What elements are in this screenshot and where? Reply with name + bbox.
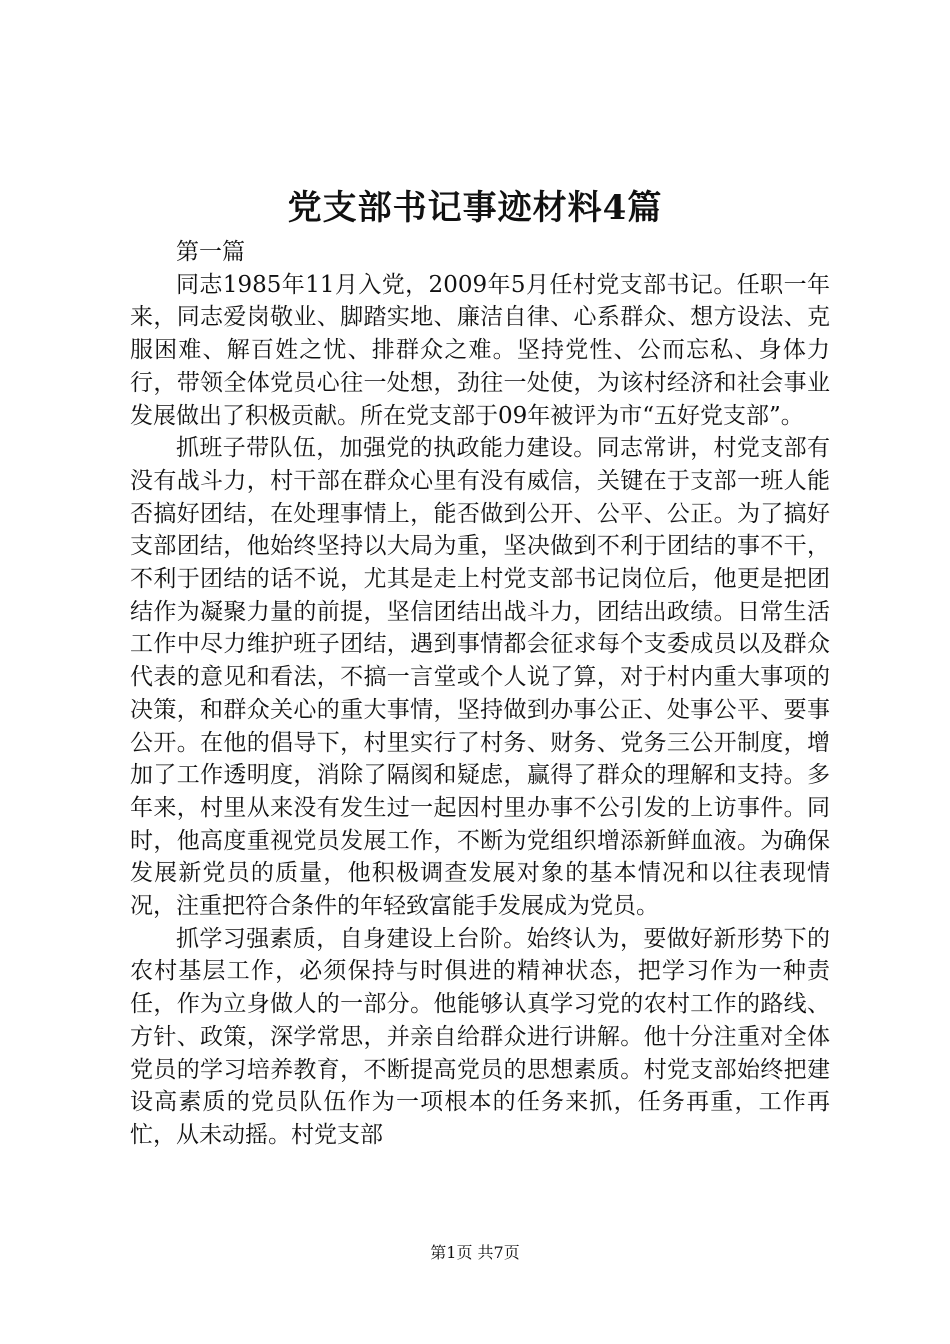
document-title: 党支部书记事迹材料4篇 xyxy=(287,188,663,228)
paragraph: 抓班子带队伍，加强党的执政能力建设。同志常讲，村党支部有没有战斗力，村干部在群众心里有没有威信，关键在于支部一班人能否搞好团结，在处理事情上，能否做到公开、公平、公正。为了搞好支部团结，他始终坚持以大局为重，坚决做到不利于团结的事不干，不利于团结的话不说，尤其是走上村党支部书记岗位后，他更是把团结作为凝聚力量的前提，坚信团结出战斗力，团结出政绩。日常生活工作中尽力维护班子团结，遇到事情都会征求每个支委成员以及群众代表的意见和看法，不搞一言堂或个人说了算，对于村内重大事项的决策，和群众关心的重大事情，坚持做到办事公正、处事公平、要事公开。在他的倡导下，村里实行了村务、财务、党务三公开制度，增加了工作透明度，消除了隔阂和疑虑，赢得了群众的理解和支持。多年来，村里从来没有发生过一起因村里办事不公引发的上访事件。同时，他高度重视党员发展工作，不断为党组织增添新鲜血液。为确保发展新党员的质量，他积极调查发展对象的基本情况和以往表现情况，注重把符合条件的年轻致富能手发展成为党员。 xyxy=(130,435,830,920)
paragraph: 抓学习强素质，自身建设上台阶。始终认为，要做好新形势下的农村基层工作，必须保持与时俱进的精神状态，把学习作为一种责任，作为立身做人的一部分。他能够认真学习党的农村工作的路线、方针、政策，深学常思，并亲自给群众进行讲解。他十分注重对全体党员的学习培养教育，不断提高党员的思想素质。村党支部始终把建设高素质的党员队伍作为一项根本的任务来抓，任务再重，工作再忙，从未动摇。村党支部 xyxy=(130,925,830,1148)
page-footer: 第1页 共7页 xyxy=(430,1243,520,1262)
paragraph: 同志1985年11月入党，2009年5月任村党支部书记。任职一年来，同志爱岗敬业、脚踏实地、廉洁自律、心系群众、想方设法、克服困难、解百姓之忧、排群众之难。坚持党性、公而忘私、身体力行，带领全体党员心往一处想，劲往一处使，为该村经济和社会事业发展做出了积极贡献。所在党支部于09年被评为市“五好党支部”。 xyxy=(130,271,830,429)
document-body xyxy=(130,236,830,1152)
section-heading: 第一篇 xyxy=(176,239,245,265)
